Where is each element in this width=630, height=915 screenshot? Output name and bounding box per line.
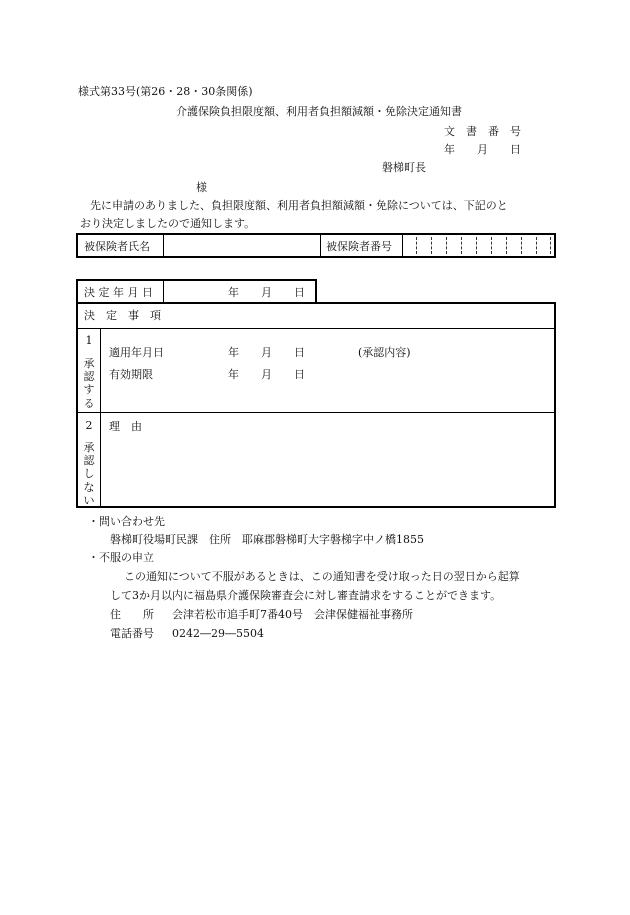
decision-date-label: 決 定 年 月 日 [84, 286, 153, 299]
insured-number-label: 被保険者番号 [326, 240, 392, 253]
divider [402, 235, 403, 256]
reject-char: 承 [83, 441, 95, 454]
divider [320, 235, 321, 256]
reason-field[interactable] [108, 436, 548, 502]
valid-period-value[interactable]: 年 月 日 [228, 368, 305, 381]
approve-char: す [83, 383, 95, 397]
reason-label: 理 由 [109, 420, 142, 433]
document-title: 介護保険負担限度額、利用者負担額減額・免除決定通知書 [176, 105, 462, 118]
objection-address-value: 会津若松市追手町7番40号 会津保健福祉事務所 [172, 608, 413, 621]
approve-char: 承 [83, 357, 95, 370]
approval-content-note: (承認内容) [358, 346, 411, 359]
valid-period-label: 有効期限 [109, 368, 153, 381]
form-number: 様式第33号(第26・28・30条関係) [78, 85, 253, 98]
approve-label [82, 357, 96, 410]
reject-char: 認 [83, 454, 95, 468]
contact-line: 磐梯町役場町民課 住所 耶麻郡磐梯町大字磐梯字中ノ橋1855 [110, 533, 424, 546]
approve-char: る [83, 396, 95, 410]
divider [163, 281, 164, 303]
divider [78, 412, 554, 413]
issuer-name: 磐梯町長 [382, 161, 426, 174]
decision-date-row [76, 279, 317, 303]
objection-address-label: 住 所 [110, 608, 154, 621]
contact-heading: ・問い合わせ先 [88, 515, 165, 528]
insured-number-field[interactable] [404, 235, 554, 256]
reject-char: な [83, 480, 95, 494]
objection-text-2: して3か月以内に福島県介護保険審査会に対し審査請求をすることができます。 [110, 589, 502, 602]
approve-char: 認 [83, 370, 95, 384]
reject-char: い [83, 493, 95, 507]
decision-items-table [76, 302, 556, 508]
intro-line-2: おり決定しましたので通知します。 [80, 217, 256, 230]
decision-date-value[interactable]: 年 月 日 [228, 286, 305, 299]
apply-date-label: 適用年月日 [109, 346, 164, 359]
objection-heading: ・不服の申立 [88, 551, 154, 564]
recipient-suffix: 様 [196, 181, 207, 194]
reject-char: し [83, 467, 95, 481]
issue-date-label: 年 月 日 [444, 143, 521, 156]
reject-number: 2 [85, 419, 93, 432]
apply-date-value[interactable]: 年 月 日 [228, 346, 305, 359]
doc-number-label: 文 書 番 号 [444, 125, 521, 138]
divider [163, 235, 164, 256]
insured-name-field[interactable] [168, 235, 318, 256]
objection-phone-value: 0242―29―5504 [172, 627, 264, 640]
decision-items-label: 決 定 事 項 [84, 309, 161, 322]
divider [100, 328, 101, 506]
insured-name-label: 被保険者氏名 [84, 240, 150, 253]
reject-label [82, 441, 96, 507]
approve-number: 1 [85, 334, 93, 347]
objection-phone-label: 電話番号 [110, 627, 154, 640]
divider [78, 328, 554, 329]
intro-line-1: 先に申請のありました、負担限度額、利用者負担額減額・免除については、下記のと [90, 199, 508, 212]
objection-text-1: この通知について不服があるときは、この通知書を受け取った日の翌日から起算 [124, 570, 520, 583]
insured-row [76, 233, 556, 258]
